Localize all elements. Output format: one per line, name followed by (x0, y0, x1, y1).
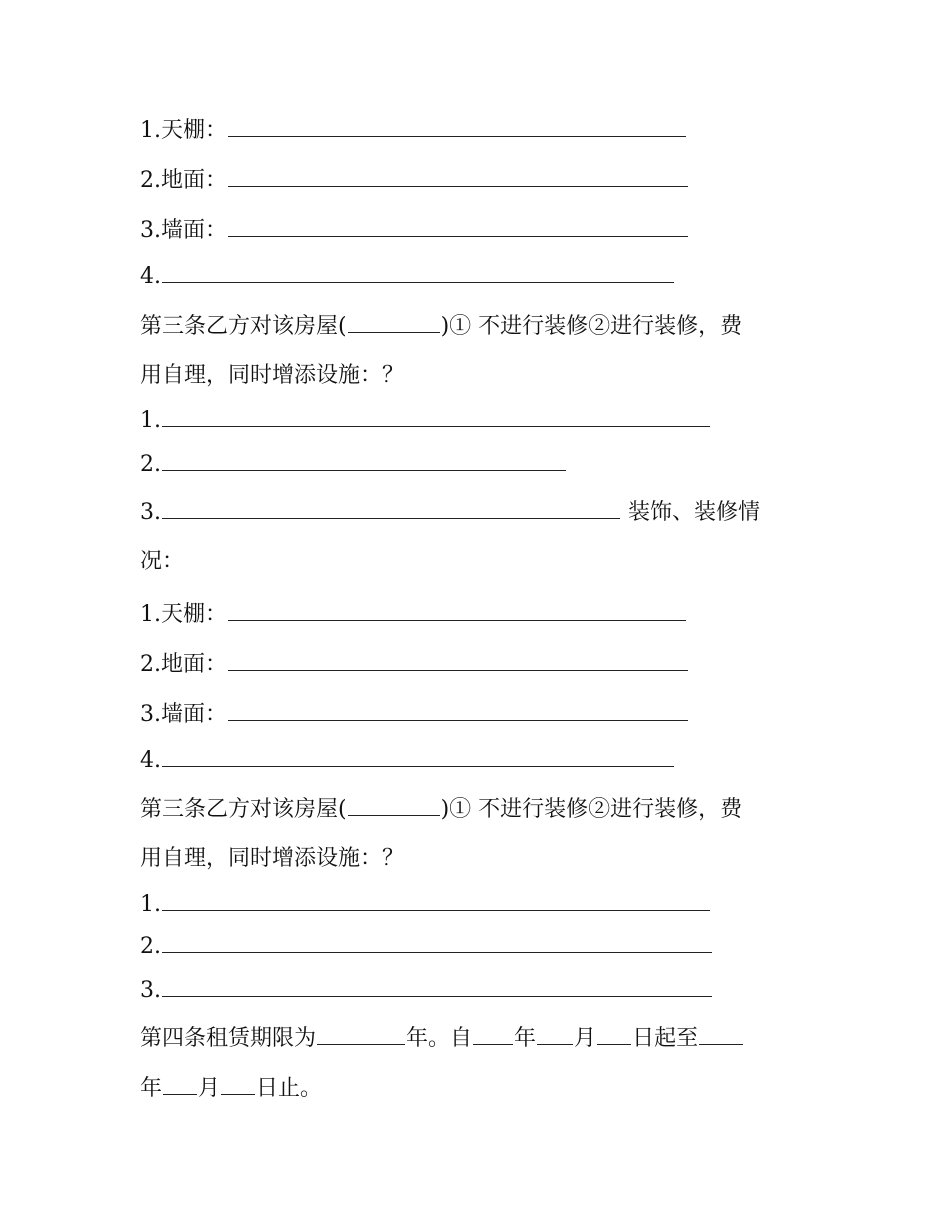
wall-line-1: 3.墙面： (140, 216, 689, 245)
lease-years-field[interactable] (317, 1024, 405, 1045)
wall-line-2: 3.墙面： (140, 700, 689, 729)
article3-repeat-line-b: 用自理，同时增添设施：？ (140, 846, 405, 871)
blank-field[interactable] (228, 650, 688, 671)
end-year-field[interactable] (699, 1024, 743, 1045)
facility-line-2: 2. (140, 450, 567, 479)
blank-field[interactable] (228, 600, 686, 621)
ceiling-line-1: 1.天棚： (140, 116, 687, 145)
article3-repeat-line-a: 第三条乙方对该房屋( )① 不进行装修②进行装修，费 (140, 797, 743, 822)
floor-line-1: 2.地面： (140, 166, 689, 195)
blank-field[interactable] (162, 976, 712, 997)
facility-repeat-line-3: 3. (140, 976, 713, 1005)
blank-field[interactable] (228, 700, 688, 721)
decoration-label: 况： (140, 549, 185, 574)
blank-field[interactable] (162, 746, 674, 767)
blank-field[interactable] (228, 166, 688, 187)
item4-line-1: 4. (140, 262, 675, 291)
end-month-field[interactable] (163, 1074, 197, 1095)
article3-line-b: 用自理，同时增添设施：？ (140, 363, 405, 388)
blank-field[interactable] (162, 450, 566, 471)
article4-line-a: 第四条租赁期限为 年。自 年 月 日起至 (140, 1024, 744, 1053)
start-year-field[interactable] (473, 1024, 513, 1045)
blank-field[interactable] (228, 116, 686, 137)
blank-field[interactable] (162, 406, 710, 427)
blank-field[interactable] (162, 932, 712, 953)
blank-field[interactable] (348, 795, 440, 816)
article4-line-b: 年 月 日止。 (140, 1076, 323, 1101)
blank-field[interactable] (162, 890, 710, 911)
end-day-field[interactable] (221, 1074, 255, 1095)
facility-line-1: 1. (140, 406, 711, 435)
facility-repeat-line-1: 1. (140, 890, 711, 919)
start-day-field[interactable] (597, 1024, 631, 1045)
facility-repeat-line-2: 2. (140, 932, 713, 961)
blank-field[interactable] (162, 262, 674, 283)
blank-field[interactable] (228, 216, 688, 237)
start-month-field[interactable] (537, 1024, 573, 1045)
blank-field[interactable] (348, 312, 440, 333)
facility-line-3: 3. 装饰、装修情 (140, 500, 760, 525)
ceiling-line-2: 1.天棚： (140, 600, 687, 629)
article3-line-a: 第三条乙方对该房屋( )① 不进行装修②进行装修，费 (140, 314, 743, 339)
blank-field[interactable] (162, 498, 620, 519)
floor-line-2: 2.地面： (140, 650, 689, 679)
item4-line-2: 4. (140, 746, 675, 775)
